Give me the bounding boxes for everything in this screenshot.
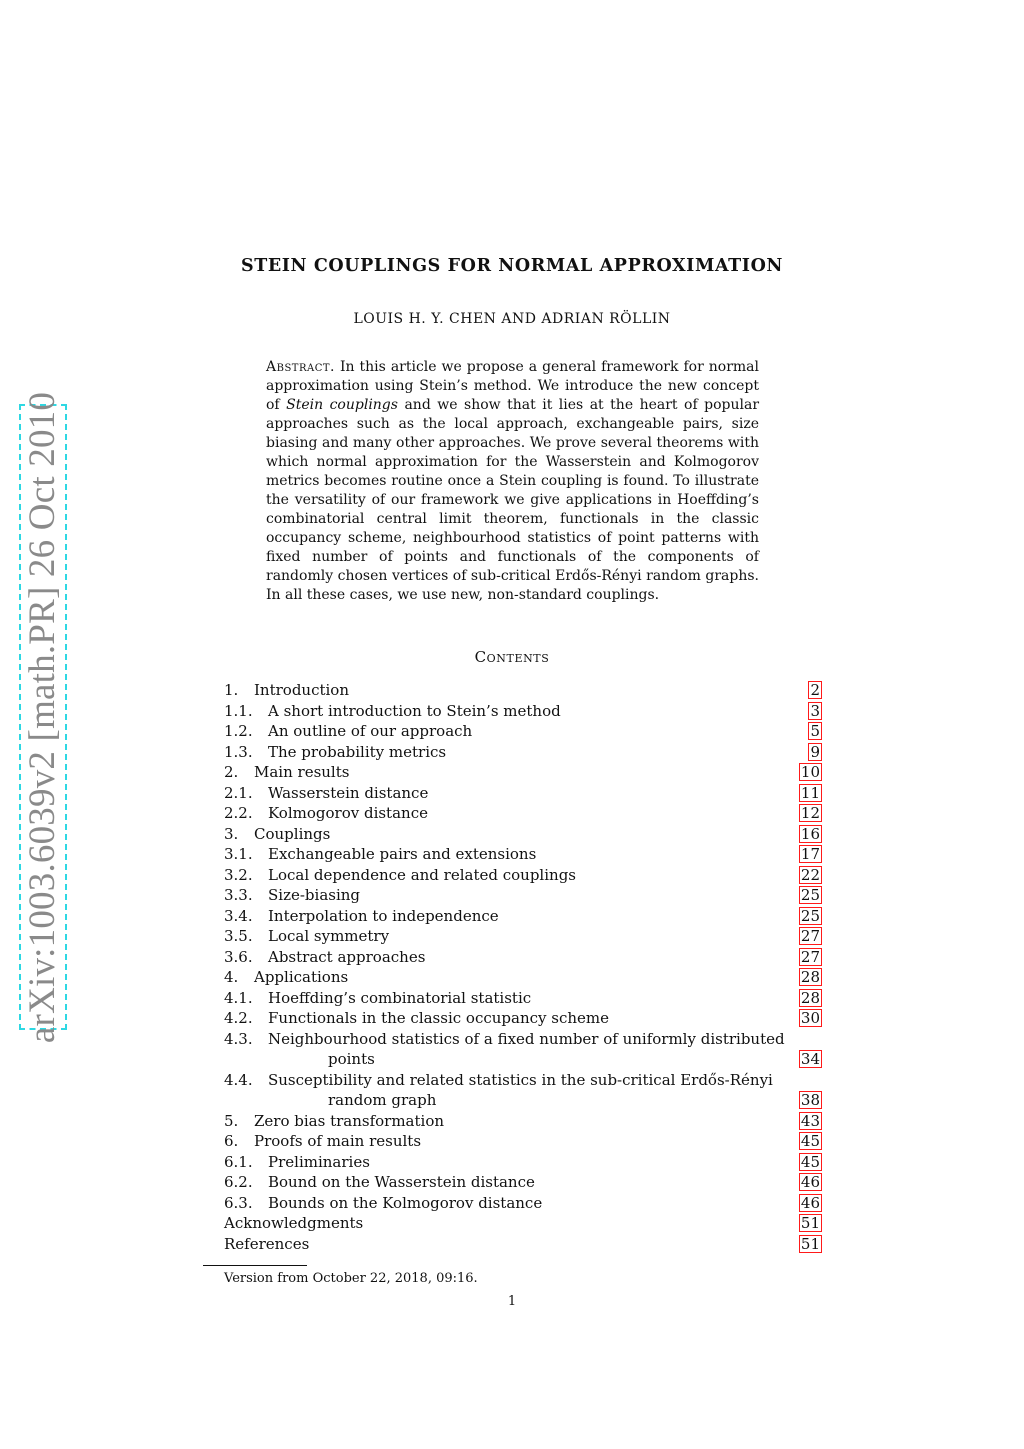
- toc-entry[interactable]: [224, 1193, 822, 1214]
- toc-entry-title-continuation: random graph: [328, 1091, 437, 1109]
- toc-entry[interactable]: [224, 701, 822, 722]
- toc-entry-title: Neighbourhood statistics of a fixed number of uniformly distributed: [268, 1029, 785, 1048]
- toc-entry-number: 3.6.: [224, 947, 253, 966]
- footnote-rule: [203, 1265, 307, 1266]
- toc-page-link[interactable]: 46: [800, 1193, 820, 1212]
- toc-entry-title: Interpolation to independence: [268, 906, 499, 925]
- toc-entry-title: Couplings: [254, 824, 331, 843]
- toc-entry-title: Susceptibility and related statistics in the sub-critical Erdős-Rényi: [268, 1070, 773, 1089]
- abstract-label: Abstract.: [266, 359, 336, 375]
- toc-entry-number: 1.2.: [224, 722, 253, 740]
- toc-page-link[interactable]: 25: [800, 886, 820, 904]
- toc-entry-number: 1.1.: [224, 701, 253, 720]
- toc-page-link[interactable]: 10: [800, 763, 820, 781]
- toc-entry-number: 2.1.: [224, 783, 253, 802]
- toc-entry-title: Zero bias transformation: [254, 1111, 445, 1130]
- toc-entry-title: Wasserstein distance: [268, 783, 429, 802]
- toc-entry-title: Functionals in the classic occupancy scheme: [268, 1009, 609, 1027]
- toc-page-link[interactable]: 5: [810, 722, 820, 740]
- toc-page-link[interactable]: 27: [800, 947, 820, 966]
- contents-heading: Contents: [474, 648, 550, 666]
- toc-page-link[interactable]: 12: [800, 804, 820, 822]
- toc-entry-title: Kolmogorov distance: [268, 804, 428, 822]
- toc-entry-title: Introduction: [254, 681, 349, 699]
- toc-entry-number: 2.2.: [224, 804, 253, 822]
- abstract-text-2: and we show that it lies at the heart of popular approaches such as the local approach, exchangeable pairs, size biasing and many other approaches. We prove several theorems with which normal approximation for the Wasserstein and Kolmogorov metrics becomes routine once a Stein coupling is found. To illustrate the versatility of our framework we give applications in Hoeffding’s combinatorial central limit theorem, functionals in the classic occupancy scheme, neighbourhood statistics of point patterns with fixed number of points and functionals of the components of randomly chosen vertices of sub-critical Erdős-Rényi random graphs. In all these cases, we use new, non-standard couplings.: [266, 397, 760, 603]
- toc-entry[interactable]: [224, 865, 822, 886]
- toc-entry-title: Acknowledgments: [224, 1214, 364, 1232]
- toc-entry[interactable]: [224, 906, 822, 927]
- toc-entry-number: 3.4.: [224, 906, 253, 925]
- toc-entry-number: 6.3.: [224, 1193, 253, 1212]
- toc-entry[interactable]: [224, 844, 822, 865]
- toc-entry-title: Hoeffding’s combinatorial statistic: [268, 988, 532, 1007]
- toc-entry[interactable]: [224, 721, 822, 742]
- toc-page-link[interactable]: 2: [810, 681, 820, 699]
- toc-page-link[interactable]: 11: [800, 783, 820, 802]
- toc-page-link[interactable]: 28: [800, 968, 820, 986]
- toc-entry-title: References: [224, 1234, 310, 1253]
- toc-entry[interactable]: [224, 1029, 822, 1070]
- paper-authors: LOUIS H. Y. CHEN AND ADRIAN RÖLLIN: [353, 311, 671, 327]
- toc-page-link[interactable]: 9: [810, 742, 820, 761]
- toc-entry[interactable]: [224, 1008, 822, 1029]
- toc-page-link[interactable]: 22: [800, 865, 820, 884]
- toc-entry[interactable]: [224, 803, 822, 824]
- toc-page-link[interactable]: 34: [800, 1050, 820, 1068]
- toc-entry[interactable]: [224, 742, 822, 763]
- toc-page-link[interactable]: 27: [800, 927, 820, 945]
- toc-page-link[interactable]: 3: [810, 701, 820, 720]
- toc-entry[interactable]: [224, 885, 822, 906]
- toc-entry-title: Applications: [254, 968, 349, 986]
- toc-entry[interactable]: [224, 926, 822, 947]
- toc-entry-title: Bounds on the Kolmogorov distance: [268, 1193, 543, 1212]
- toc-entry[interactable]: [224, 1070, 822, 1111]
- toc-page-link[interactable]: 45: [800, 1132, 820, 1150]
- toc-entry-title: An outline of our approach: [268, 722, 473, 740]
- toc-entry-number: 1.3.: [224, 742, 253, 761]
- toc-entry-title: Exchangeable pairs and extensions: [268, 845, 537, 863]
- table-of-contents: [224, 680, 822, 1254]
- toc-entry-title: Bound on the Wasserstein distance: [268, 1173, 535, 1191]
- toc-entry-number: 3.2.: [224, 865, 253, 884]
- toc-entry-number: 6.2.: [224, 1173, 253, 1191]
- toc-entry-title: A short introduction to Stein’s method: [268, 701, 561, 720]
- toc-entry-number: 4.4.: [224, 1070, 253, 1089]
- toc-entry[interactable]: [224, 947, 822, 968]
- toc-entry-number: 4.2.: [224, 1009, 253, 1027]
- toc-entry-title: Preliminaries: [268, 1152, 370, 1171]
- toc-entry-title: Abstract approaches: [268, 947, 426, 966]
- toc-page-link[interactable]: 30: [800, 1009, 820, 1027]
- toc-page-link[interactable]: 51: [800, 1214, 820, 1232]
- toc-entry[interactable]: [224, 1234, 822, 1255]
- toc-entry-title: The probability metrics: [268, 742, 447, 761]
- paper-title: STEIN COUPLINGS FOR NORMAL APPROXIMATION: [240, 256, 784, 276]
- toc-entry-title: Size-biasing: [268, 886, 361, 904]
- abstract-text-1: In this article we propose a general framework for normal approximation using Stein’s method. We introduce the new concept of: [266, 359, 759, 413]
- arxiv-stamp: [19, 391, 67, 1043]
- toc-entry[interactable]: [224, 1213, 822, 1234]
- toc-entry-title-continuation: points: [328, 1050, 375, 1068]
- toc-entry-number: 6.1.: [224, 1152, 253, 1171]
- toc-entry-number: 4.3.: [224, 1029, 253, 1048]
- toc-entry-number: 3.: [224, 824, 239, 843]
- toc-page-link[interactable]: 28: [800, 988, 820, 1007]
- version-footnote: Version from October 22, 2018, 09:16.: [224, 1271, 478, 1286]
- toc-entry[interactable]: [224, 1152, 822, 1173]
- toc-page-link[interactable]: 46: [800, 1173, 820, 1191]
- toc-entry-number: 3.5.: [224, 927, 253, 945]
- toc-page-link[interactable]: 17: [800, 845, 820, 863]
- toc-page-link[interactable]: 45: [800, 1152, 820, 1171]
- abstract: [266, 358, 759, 605]
- toc-entry-title: Local dependence and related couplings: [268, 865, 576, 884]
- toc-entry-number: 3.3.: [224, 886, 253, 904]
- toc-entry-number: 6.: [224, 1132, 239, 1150]
- toc-entry-number: 3.1.: [224, 845, 253, 863]
- toc-entry[interactable]: [224, 680, 822, 701]
- toc-entry-number: 2.: [224, 763, 239, 781]
- toc-page-link[interactable]: 43: [800, 1111, 820, 1130]
- toc-entry[interactable]: [224, 988, 822, 1009]
- arxiv-identifier: arXiv:1003.6039v2 [math.PR] 26 Oct 2010: [22, 391, 64, 1043]
- toc-entry[interactable]: [224, 1111, 822, 1132]
- toc-entry[interactable]: [224, 824, 822, 845]
- toc-entry-title: Main results: [254, 763, 350, 781]
- page-number: 1: [507, 1294, 517, 1309]
- toc-entry-number: 5.: [224, 1111, 239, 1130]
- abstract-emphasis: Stein couplings: [286, 397, 398, 413]
- toc-entry-number: 1.: [224, 681, 239, 699]
- toc-entry[interactable]: [224, 967, 822, 988]
- toc-entry[interactable]: [224, 783, 822, 804]
- toc-entry-title: Proofs of main results: [254, 1132, 422, 1150]
- toc-page-link[interactable]: 51: [800, 1234, 820, 1253]
- toc-entry[interactable]: [224, 1131, 822, 1152]
- toc-page-link[interactable]: 16: [800, 824, 820, 843]
- toc-entry-number: 4.: [224, 968, 239, 986]
- toc-entry[interactable]: [224, 762, 822, 783]
- toc-entry-number: 4.1.: [224, 988, 253, 1007]
- toc-page-link[interactable]: 38: [800, 1091, 820, 1109]
- toc-entry-title: Local symmetry: [268, 927, 390, 945]
- toc-entry[interactable]: [224, 1172, 822, 1193]
- toc-page-link[interactable]: 25: [800, 906, 820, 925]
